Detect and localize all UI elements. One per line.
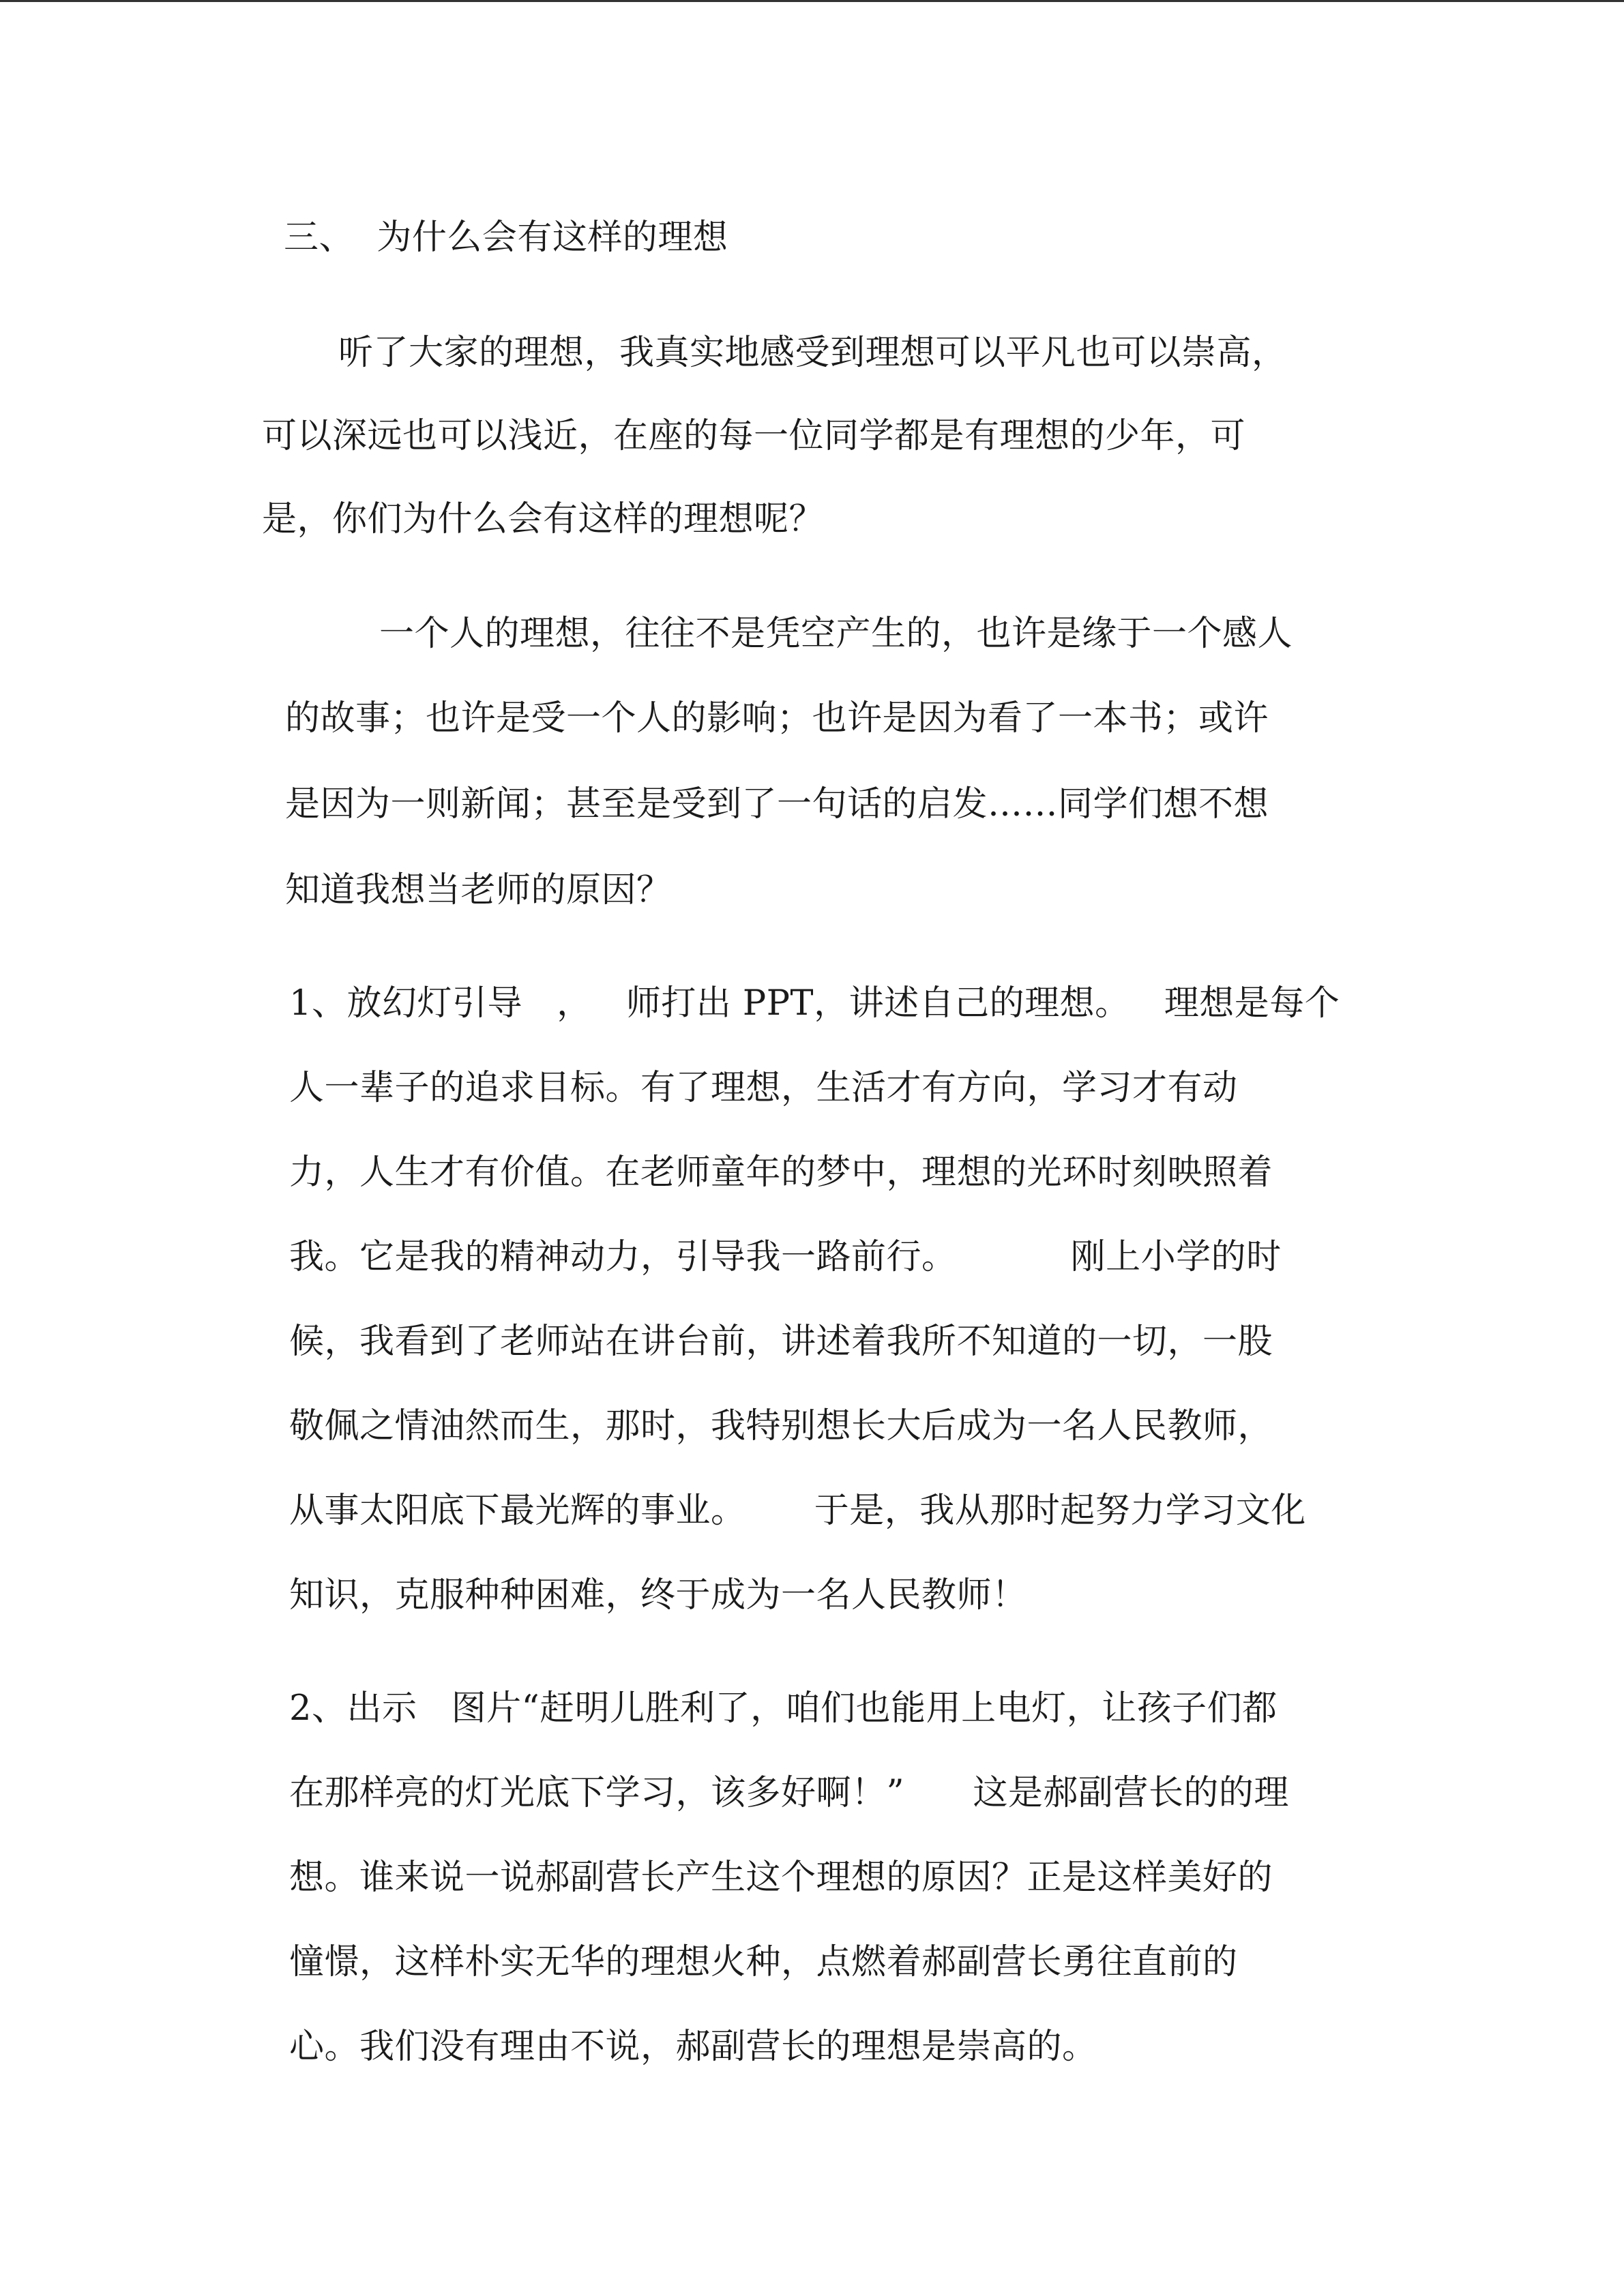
- item-1-line-7: 从事太阳底下最光辉的事业。 于是，我从那时起努力学习文化: [289, 1491, 1306, 1531]
- paragraph-2-line-3: 是因为一则新闻；甚至是受到了一句话的启发……同学们想不想: [285, 784, 1269, 824]
- item-2-line-2: 在那样亮的灯光底下学习，该多好啊！” 这是郝副营长的的理: [289, 1773, 1289, 1813]
- item-2-line-3: 想。谁来说一说郝副营长产生这个理想的原因？正是这样美好的: [289, 1858, 1273, 1898]
- paragraph-1-line-1: 听了大家的理想，我真实地感受到理想可以平凡也可以崇高，: [338, 333, 1287, 373]
- paragraph-2-line-4: 知道我想当老师的原因？: [285, 870, 672, 910]
- item-1-line-5: 候，我看到了老师站在讲台前，讲述着我所不知道的一切，一股: [289, 1322, 1273, 1362]
- item-1-line-3: 力，人生才有价值。在老师童年的梦中，理想的光环时刻映照着: [289, 1152, 1273, 1193]
- item-1-line-1: 1、放幻灯引导 ， 师打出 PPT，讲述自己的理想。 理想是每个: [289, 983, 1340, 1024]
- paragraph-2-line-2: 的故事；也许是受一个人的影响；也许是因为看了一本书；或许: [285, 698, 1269, 739]
- item-1-line-8: 知识，克服种种困难，终于成为一名人民教师！: [289, 1575, 1027, 1615]
- section-heading: 三、 为什么会有这样的理想: [284, 218, 728, 258]
- paragraph-1-line-3: 是，你们为什么会有这样的理想呢？: [262, 499, 825, 539]
- item-1-line-2: 人一辈子的追求目标。有了理想，生活才有方向，学习才有动: [289, 1068, 1238, 1108]
- paragraph-1-line-2: 可以深远也可以浅近，在座的每一位同学都是有理想的少年，可: [262, 416, 1246, 456]
- item-2-line-4: 憧憬，这样朴实无华的理想火种，点燃着郝副营长勇往直前的: [289, 1942, 1238, 1982]
- top-border-rule: [0, 0, 1624, 2]
- item-2-line-5: 心。我们没有理由不说，郝副营长的理想是崇高的。: [289, 2027, 1097, 2067]
- item-2-line-1: 2、出示 图片“赶明儿胜利了，咱们也能用上电灯，让孩子们都: [289, 1688, 1278, 1729]
- item-1-line-4: 我。它是我的精神动力，引导我一路前行。 刚上小学的时: [289, 1237, 1282, 1277]
- item-1-line-6: 敬佩之情油然而生，那时，我特别想长大后成为一名人民教师，: [289, 1406, 1273, 1446]
- paragraph-2-line-1: 一个人的理想，往往不是凭空产生的，也许是缘于一个感人: [379, 614, 1293, 654]
